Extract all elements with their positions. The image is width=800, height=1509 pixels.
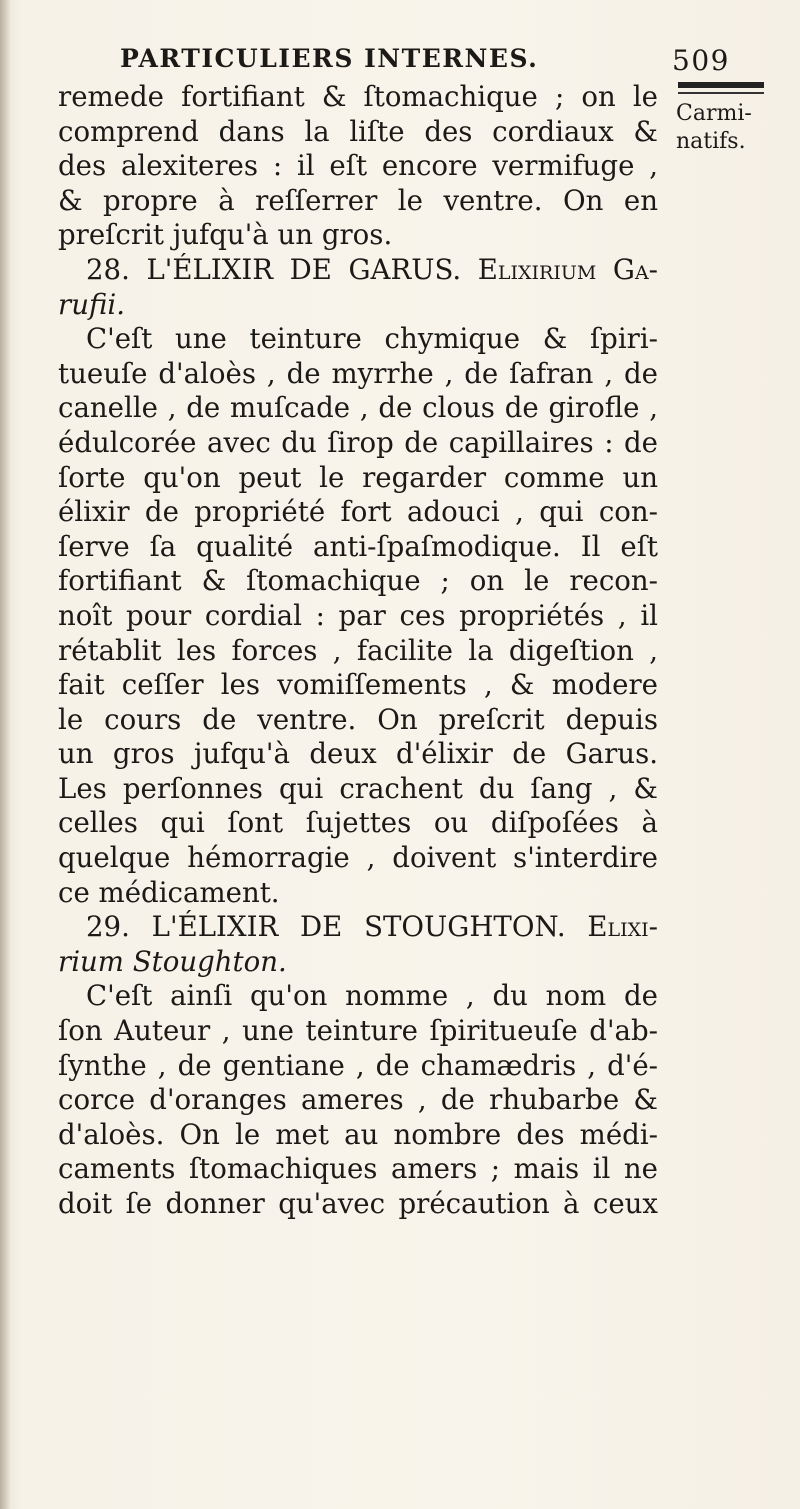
margin-note-line: natifs. xyxy=(676,129,746,154)
text-line: noît pour cordial : par ces propriétés , il xyxy=(58,598,658,632)
section-heading-line: rium Stoughton. xyxy=(58,944,287,978)
text-line: fortifiant & ſtomachique ; on le recon- xyxy=(58,564,658,598)
text-body xyxy=(58,80,658,1222)
text-line: caments ſtomachiques amers ; mais il ne xyxy=(58,1152,658,1186)
margin-ornament-thin-rule xyxy=(678,92,764,94)
text-line: C'eſt une teinture chymique & ſpiri- xyxy=(86,322,658,356)
margin-note-line: Carmi- xyxy=(676,101,752,126)
text-line: élixir de propriété fort adouci , qui con- xyxy=(58,495,658,529)
margin-note xyxy=(676,82,786,156)
text-line: tueuſe d'aloès , de myrrhe , de ſafran , de xyxy=(58,356,658,390)
text-line: ſynthe , de gentiane , de chamædris , d'é- xyxy=(58,1048,658,1082)
section-heading-line: 29. L'ÉLIXIR DE STOUGHTON. Elixi- xyxy=(86,910,658,944)
text-line: ſorte qu'on peut le regarder comme un xyxy=(58,460,658,494)
text-line: fait ceſſer les vomiſſements , & modere xyxy=(58,668,658,702)
text-line: des alexiteres : il eſt encore vermifuge , xyxy=(58,149,658,183)
margin-ornament-rule xyxy=(678,82,764,88)
text-line: ſon Auteur , une teinture ſpiritueuſe d'ab- xyxy=(58,1014,658,1048)
running-title: PARTICULIERS INTERNES. xyxy=(120,44,539,73)
text-line: remede fortifiant & ſtomachique ; on le xyxy=(58,80,658,113)
text-line: comprend dans la liſte des cordiaux & xyxy=(58,114,658,148)
text-line: corce d'oranges ameres , de rhubarbe & xyxy=(58,1083,658,1117)
text-line: celles qui ſont ſujettes ou diſpoſées à xyxy=(58,806,658,840)
text-line: Les perſonnes qui crachent du ſang , & xyxy=(58,771,658,805)
text-line: canelle , de muſcade , de clous de girofle , xyxy=(58,391,658,425)
page-number: 509 xyxy=(672,44,730,77)
page-binding-edge xyxy=(0,0,10,1509)
text-line: d'aloès. On le met au nombre des médi- xyxy=(58,1117,658,1151)
text-line: & propre à reſſerrer le ventre. On en xyxy=(58,183,658,217)
section-heading-line: rufii. xyxy=(58,287,125,321)
page-header xyxy=(120,44,730,84)
text-line: ce médicament. xyxy=(58,875,280,909)
section-heading-line: 28. L'ÉLIXIR DE GARUS. Elixirium Ga- xyxy=(86,252,658,286)
text-line: un gros jufqu'à deux d'élixir de Garus. xyxy=(58,737,658,771)
text-line: rétablit les forces , facilite la digeſtion , xyxy=(58,633,658,667)
text-line: doit ſe donner qu'avec précaution à ceux xyxy=(58,1187,658,1220)
text-line: preſcrit jufqu'à un gros. xyxy=(58,218,393,252)
text-line: ſerve ſa qualité anti-ſpaſmodique. Il eſt xyxy=(58,529,658,563)
text-line: édulcorée avec du ſirop de capillaires : de xyxy=(58,425,658,459)
text-line: le cours de ventre. On preſcrit depuis xyxy=(58,702,658,736)
text-line: C'eſt ainſi qu'on nomme , du nom de xyxy=(86,979,658,1013)
text-line: quelque hémorragie , doivent s'interdire xyxy=(58,841,658,875)
